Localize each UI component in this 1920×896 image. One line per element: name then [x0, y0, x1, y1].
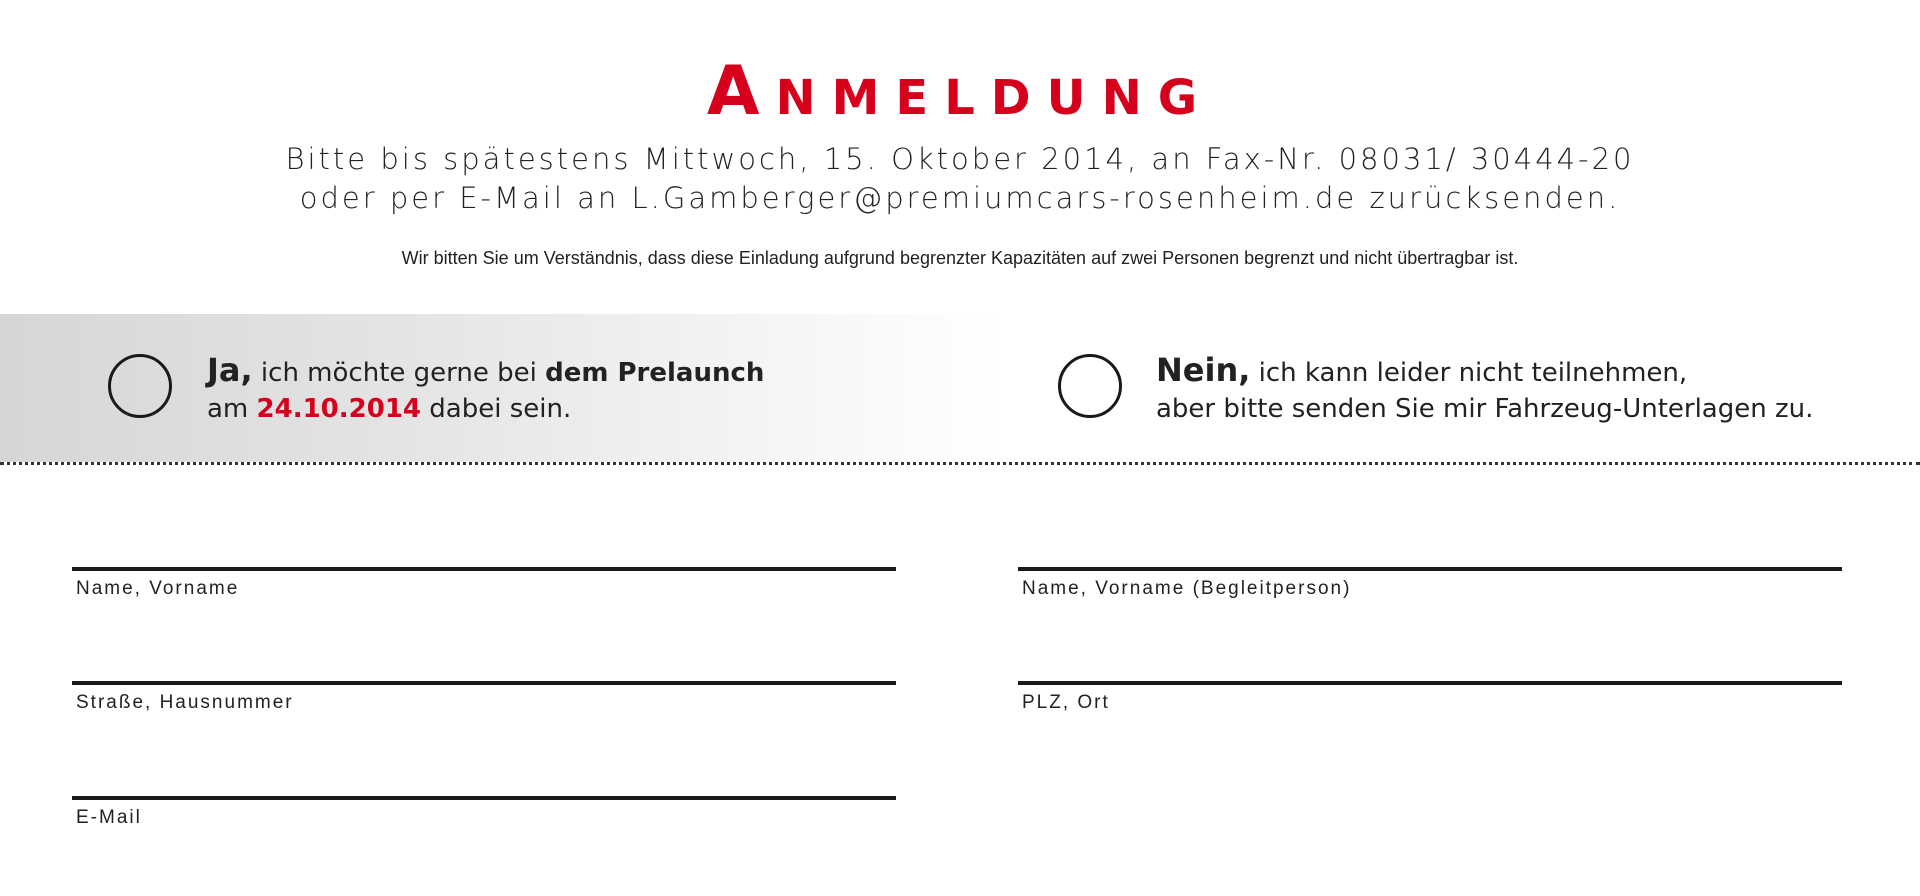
yes-text-3: dabei sein.	[421, 394, 572, 424]
yes-bold-1: dem Prelaunch	[545, 358, 765, 388]
intro-line-2: oder per E-Mail an L.Gamberger@premiumcars-rosenheim.de zurücksenden.	[299, 181, 1621, 215]
name-field[interactable]	[72, 567, 896, 571]
email-field[interactable]	[72, 796, 896, 800]
street-field[interactable]	[72, 681, 896, 685]
title-rest: NMELDUNG	[775, 70, 1214, 126]
dotted-divider	[0, 462, 1920, 465]
street-label: Straße, Hausnummer	[76, 692, 294, 713]
zip-city-label: PLZ, Ort	[1022, 692, 1110, 713]
no-text-2: aber bitte senden Sie mir Fahrzeug-Unterlagen zu.	[1156, 394, 1814, 424]
yes-text-2: am	[207, 394, 257, 424]
page-title	[0, 52, 1920, 138]
name-label: Name, Vorname	[76, 578, 240, 599]
yes-radio-button[interactable]	[108, 354, 172, 418]
no-radio-button[interactable]	[1058, 354, 1122, 418]
yes-option-text	[207, 352, 764, 427]
zip-city-field[interactable]	[1018, 681, 1842, 685]
email-label: E-Mail	[76, 807, 142, 828]
capacity-note: Wir bitten Sie um Verständnis, dass diese Einladung aufgrund begrenzter Kapazitäten auf zwei Personen begrenzt und nicht übertragbar ist.	[401, 248, 1519, 268]
companion-name-label: Name, Vorname (Begleitperson)	[1022, 578, 1352, 599]
no-option-text	[1156, 352, 1813, 427]
no-text-1: ich kann leider nicht teilnehmen,	[1250, 358, 1688, 388]
yes-lead: Ja,	[207, 351, 253, 389]
yes-text-1: ich möchte gerne bei	[252, 358, 546, 388]
event-date: 24.10.2014	[256, 394, 422, 424]
intro-line-1: Bitte bis spätestens Mittwoch, 15. Oktober 2014, an Fax-Nr. 08031/ 30444-20	[285, 142, 1635, 176]
intro-text	[0, 140, 1920, 218]
title-initial: A	[706, 52, 776, 131]
companion-name-field[interactable]	[1018, 567, 1842, 571]
no-lead: Nein,	[1156, 351, 1251, 389]
